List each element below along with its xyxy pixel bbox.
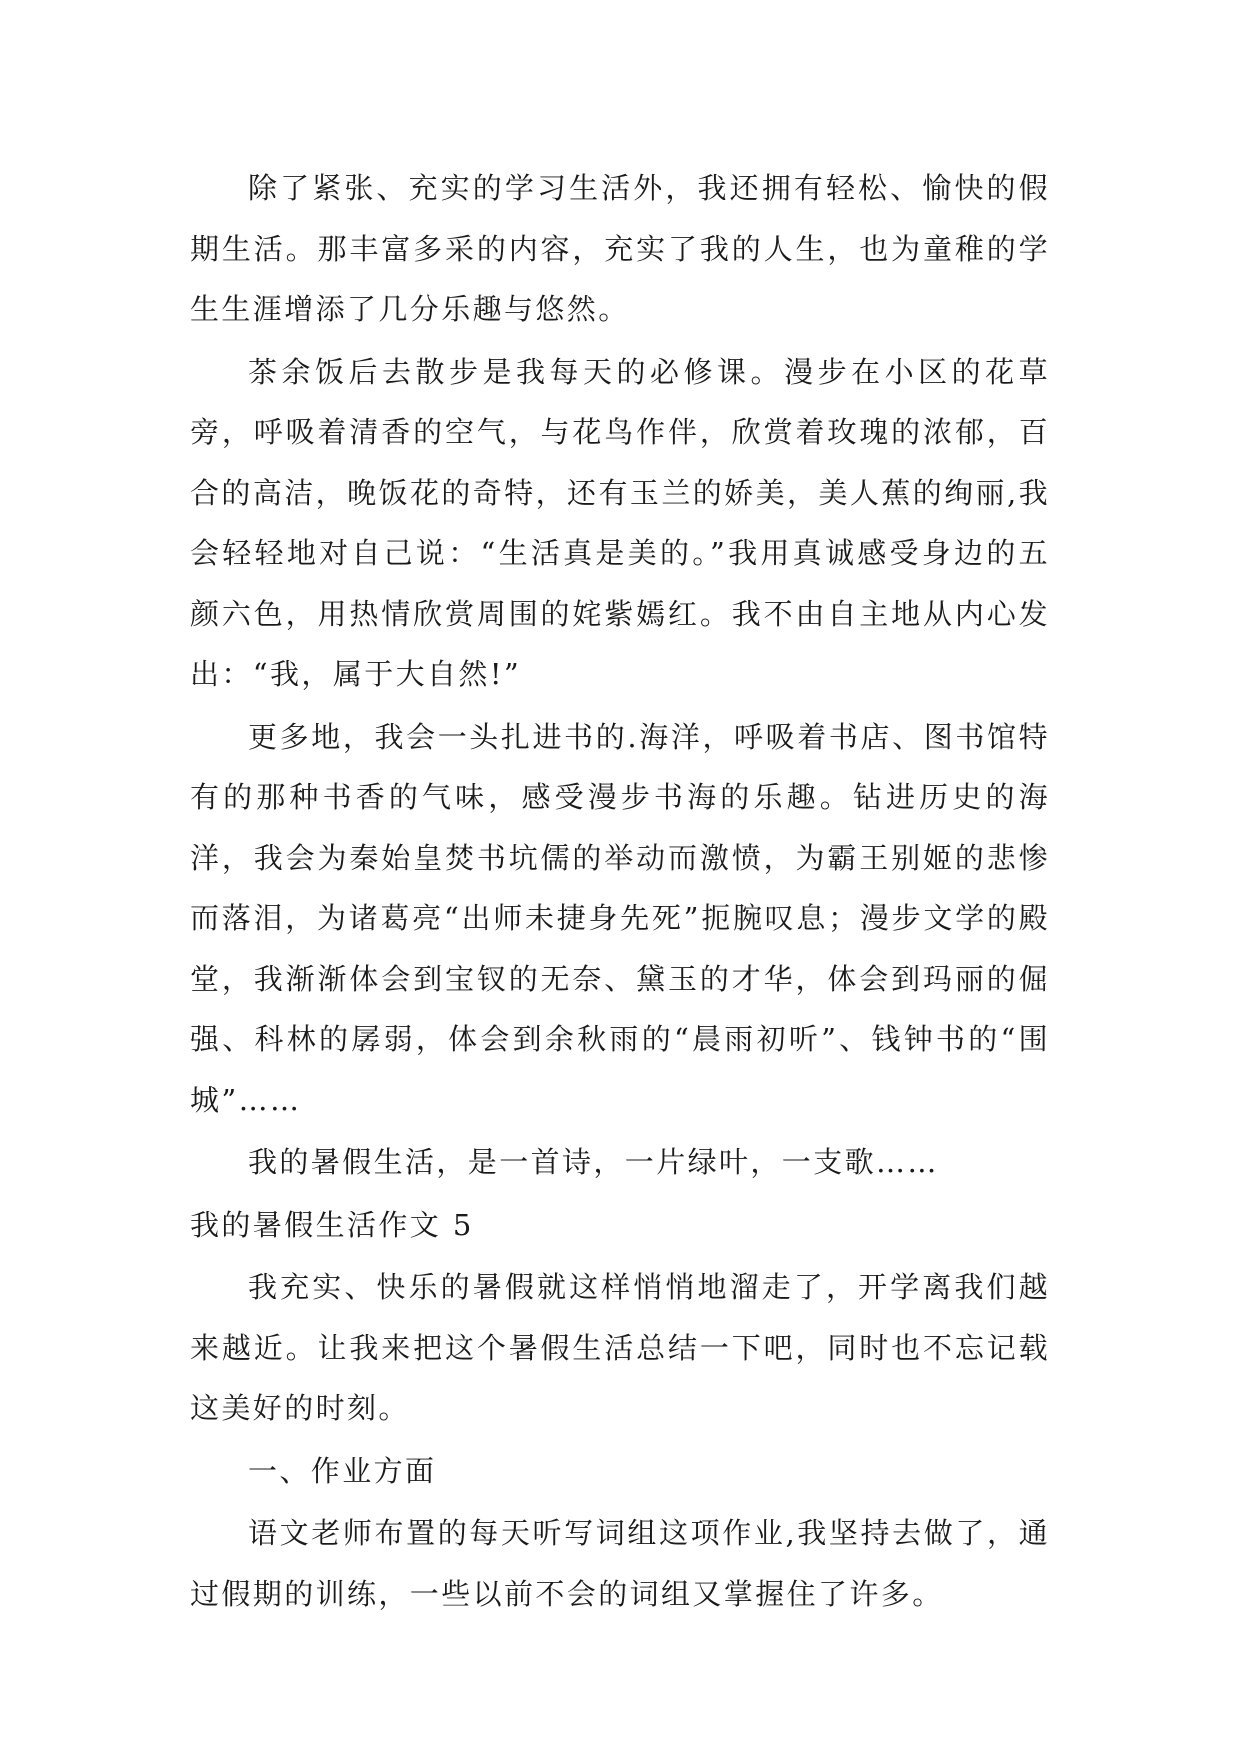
paragraph-intro: 除了紧张、充实的学习生活外，我还拥有轻松、愉快的假期生活。那丰富多采的内容，充实了我的人生，也为童稚的学生生涯增添了几分乐趣与悠然。: [190, 171, 1050, 326]
paragraph-conclusion: 我的暑假生活，是一首诗，一片绿叶，一支歌……: [248, 1145, 939, 1179]
paragraph-summary: 我充实、快乐的暑假就这样悄悄地溜走了，开学离我们越来越近。让我来把这个暑假生活总结一下吧，同时也不忘记载这美好的时刻。: [190, 1270, 1050, 1425]
section-title: 我的暑假生活作文 5: [190, 1207, 474, 1242]
paragraph-books: 更多地，我会一头扎进书的.海洋，呼吸着书店、图书馆特有的那种书香的气味，感受漫步书海的乐趣。钻进历史的海洋，我会为秦始皇焚书坑儒的举动而激愤，为霸王别姬的悲惨而落泪，为诸葛亮“出师未捷身先死”扼腕叹息；漫步文学的殿堂，我渐渐体会到宝钗的无奈、黛玉的才华，体会到玛丽的倔强、科林的孱弱，体会到余秋雨的“晨雨初听”、钱钟书的“围城”……: [190, 719, 1050, 1117]
paragraph-walk: 茶余饭后去散步是我每天的必修课。漫步在小区的花草旁，呼吸着清香的空气，与花鸟作伴，欣赏着玫瑰的浓郁，百合的高洁，晚饭花的奇特，还有玉兰的娇美，美人蕉的绚丽,我会轻轻地对自己说：“生活真是美的。”我用真诚感受身边的五颜六色，用热情欣赏周围的姹紫嫣红。我不由自主地从内心发出：“我，属于大自然!”: [190, 354, 1050, 691]
subheading-homework: 一、作业方面: [248, 1453, 437, 1488]
document-body: [190, 158, 1050, 1626]
paragraph-homework: 语文老师布置的每天听写词组这项作业,我坚持去做了，通过假期的训练，一些以前不会的词组又掌握住了许多。: [190, 1516, 1050, 1611]
